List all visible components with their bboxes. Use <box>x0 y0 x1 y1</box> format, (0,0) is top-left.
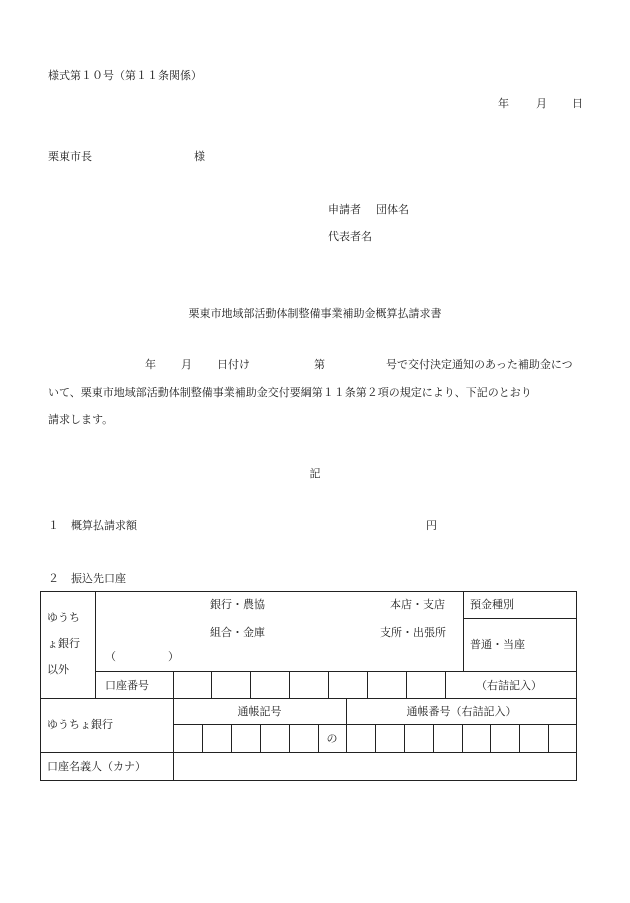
applicant-label: 申請者 <box>328 203 361 216</box>
non-postal-label-line-3: 以外 <box>47 663 69 676</box>
deposit-type-options: 普通・当座 <box>470 638 525 651</box>
deposit-type-label: 預金種別 <box>470 598 514 611</box>
account-number-label: 口座番号 <box>105 679 149 692</box>
ki-heading: 記 <box>309 467 321 480</box>
body-line-1-rest: 号で交付決定通知のあった補助金につ <box>386 358 573 371</box>
bank-type-line-2: 組合・金庫 <box>210 626 265 639</box>
date-month-label: 月 <box>536 97 547 110</box>
addressee-name: 栗東市長 <box>48 150 92 163</box>
applicant-group-label: 団体名 <box>376 203 409 216</box>
body-line-3: 請求します。 <box>48 413 114 426</box>
applicant-representative-label: 代表者名 <box>328 230 372 243</box>
bank-type-line-1: 銀行・農協 <box>210 598 265 611</box>
section-1-number: １ <box>48 519 59 532</box>
section-2-number: ２ <box>48 572 59 585</box>
non-postal-label-line-1: ゆうち <box>47 611 80 624</box>
date-day-label: 日 <box>572 97 583 110</box>
body-date-suffix: 日付け <box>217 358 250 371</box>
body-year-label: 年 <box>145 358 156 371</box>
right-fill-note: （右詰記入） <box>476 679 542 692</box>
account-holder-label: 口座名義人（カナ） <box>47 760 146 773</box>
passbook-symbol-label: 通帳記号 <box>237 705 282 718</box>
passbook-separator: の <box>326 732 338 745</box>
date-year-label: 年 <box>498 97 509 110</box>
form-number: 様式第１０号（第１１条関係） <box>48 69 202 82</box>
section-2-label: 振込先口座 <box>71 572 126 585</box>
document-title: 栗東市地域部活動体制整備事業補助金概算払請求書 <box>188 307 442 320</box>
passbook-number-label: 通帳番号（右詰記入） <box>406 705 517 718</box>
section-1-label: 概算払請求額 <box>71 519 137 532</box>
body-month-label: 月 <box>181 358 192 371</box>
paren-open: （ <box>105 650 116 663</box>
paren-close: ） <box>168 650 179 663</box>
yen-unit: 円 <box>426 519 437 532</box>
postal-bank-label: ゆうちょ銀行 <box>47 718 113 731</box>
branch-type-line-1: 本店・支店 <box>390 598 445 611</box>
addressee-honorific: 様 <box>194 150 205 163</box>
non-postal-label-line-2: ょ銀行 <box>47 637 80 650</box>
branch-type-line-2: 支所・出張所 <box>380 626 446 639</box>
body-line-1 <box>48 358 580 372</box>
body-number-prefix: 第 <box>314 358 325 371</box>
body-line-2: いて、栗東市地域部活動体制整備事業補助金交付要綱第１１条第２項の規定により、下記のとおり <box>48 386 532 399</box>
